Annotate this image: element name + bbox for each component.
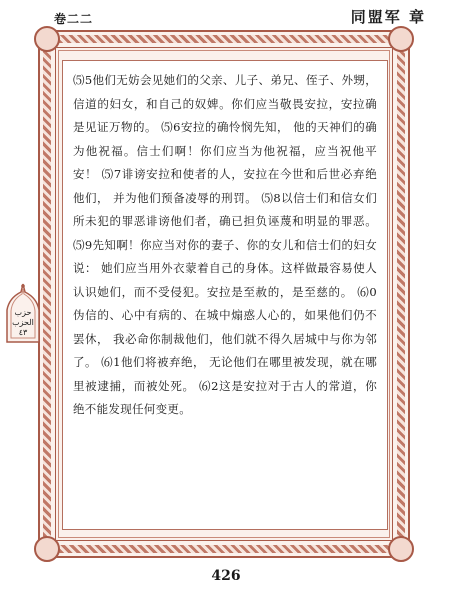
corner-ornament	[388, 536, 414, 562]
volume-label: 卷二二	[54, 12, 94, 26]
hizb-marker-label	[3, 308, 43, 338]
corner-ornament	[388, 26, 414, 52]
chapter-title: 同盟军 章	[350, 8, 426, 26]
hizb-marker	[3, 282, 43, 344]
hizb-label-bottom: الحزب	[12, 318, 34, 327]
hizb-number: ٤٣	[18, 328, 28, 337]
corner-ornament	[34, 26, 60, 52]
text-panel	[62, 60, 388, 530]
verse-text: ⑸5他们无妨会见她们的父亲、儿子、弟兄、侄子、外甥，信道的妇女，和自己的奴婢。你们应当敬畏安拉，安拉确是见证万物的。 ⑸6安拉的确怜悯先知， 他的天神们的确为他祝福。信士们啊！你们应当为他祝福，应当祝他平安！ ⑸7诽谤安拉和使者的人，安拉在今世和后世必弃绝他们， 并为他们预备凌辱的刑罚。 ⑸8以信士们和信女们所未犯的罪恶诽谤他们者，确已担负诬蔑和明显的罪恶。 ⑸9先知啊！你应当对你的妻子、你的女儿和信士们的妇女说： 她们应当用外衣蒙着自己的身体。这样做最容易使人认识她们，而不受侵犯。安拉是至赦的，是至慈的。 ⑹0伪信的、心中有病的、在城中煽惑人心的，如果他们仍不罢休， 我必命你制裁他们，他们就不得久居城中与你为邻了。 ⑹1他们将被弃绝， 无论他们在哪里被发现，就在哪里被逮捕，而被处死。 ⑹2这是安拉对于古人的常道，你绝不能发现任何变更。	[73, 73, 377, 416]
page-number: 426	[211, 568, 241, 584]
hizb-label-top: ﺣﺰﺏ	[14, 308, 32, 317]
corner-ornament	[34, 536, 60, 562]
